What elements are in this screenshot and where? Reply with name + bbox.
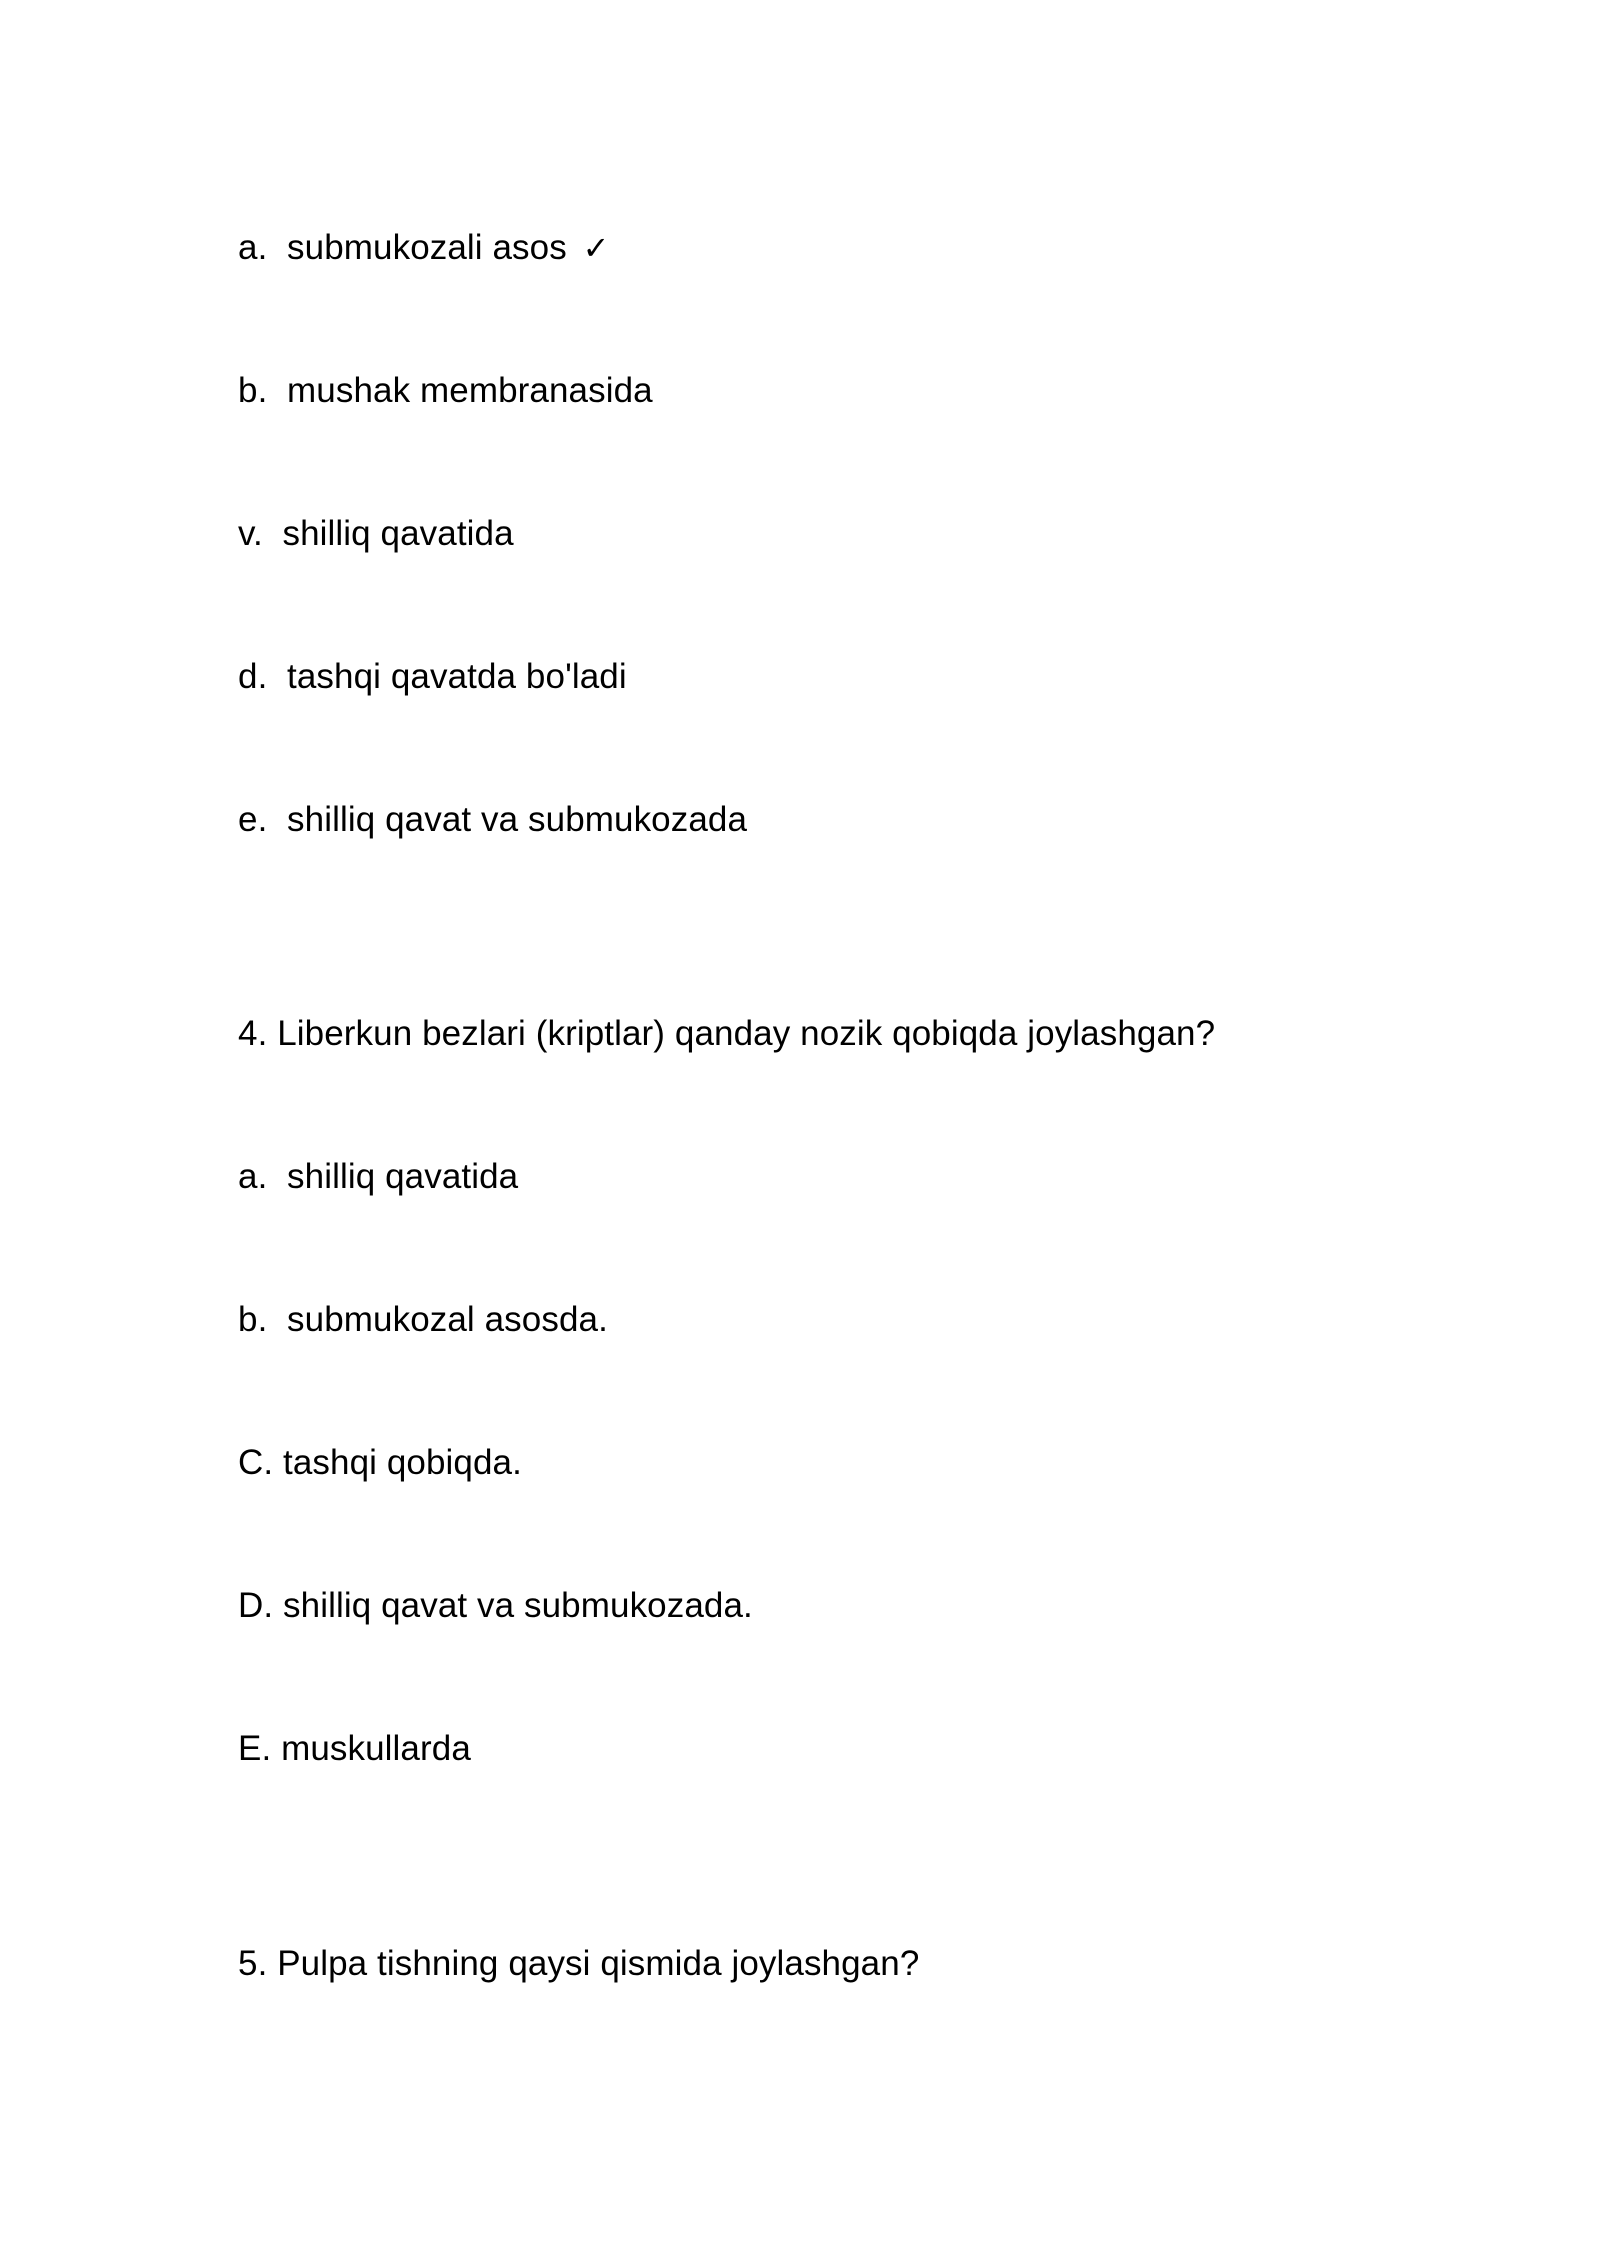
q4-option-b: b. submukozal asosda. xyxy=(238,1300,608,1339)
q4-question-title: 4. Liberkun bezlari (kriptlar) qanday nozik qobiqda joylashgan? xyxy=(238,1014,1216,1053)
checkmark-icon: ✓ xyxy=(582,229,610,267)
q4-option-e: E. muskullarda xyxy=(238,1729,471,1768)
q4-option-d: D. shilliq qavat va submukozada. xyxy=(238,1586,753,1625)
q4-option-a: a. shilliq qavatida xyxy=(238,1157,519,1196)
q3-option-a xyxy=(238,226,610,270)
q3-option-e: e. shilliq qavat va submukozada xyxy=(238,800,748,839)
q5-question-title: 5. Pulpa tishning qaysi qismida joylashgan? xyxy=(238,1944,920,1983)
q3-option-a-text: a. submukozali asos xyxy=(238,228,567,267)
q3-option-b: b. mushak membranasida xyxy=(238,371,653,410)
q4-option-c: C. tashqi qobiqda. xyxy=(238,1443,522,1482)
q3-option-v: v. shilliq qavatida xyxy=(238,514,514,553)
q3-option-d: d. tashqi qavatda bo'ladi xyxy=(238,657,627,696)
